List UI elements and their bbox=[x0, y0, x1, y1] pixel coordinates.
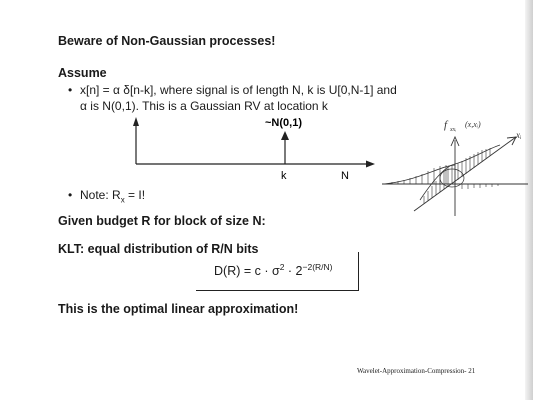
sketch-pdf-label: f bbox=[444, 119, 448, 131]
spike-diagram bbox=[133, 117, 375, 182]
slide-title: Beware of Non-Gaussian processes! bbox=[58, 34, 276, 48]
sketch-pdf-subscript: xxᵢ bbox=[450, 127, 457, 133]
spike-label: ~N(0,1) bbox=[265, 117, 302, 129]
sketch-pdf-args: (x,xᵢ) bbox=[465, 120, 481, 129]
formula-square: 2 bbox=[279, 262, 285, 272]
bullet-note bbox=[68, 188, 145, 204]
slide-footer: Wavelet-Approximation-Compression- 21 bbox=[357, 367, 476, 375]
formula-exponent: −2(R/N) bbox=[302, 262, 333, 272]
bullet1-line1: x[n] = α δ[n-k], where signal is of length N, k is U[0,N-1] and bbox=[80, 83, 397, 97]
note-suffix: = I! bbox=[124, 188, 146, 202]
k-label: k bbox=[281, 170, 287, 182]
sketch-diagonal-axis bbox=[414, 137, 516, 211]
bullet-dot: • bbox=[68, 83, 73, 97]
distortion-formula bbox=[214, 262, 333, 278]
conclusion-line: This is the optimal linear approximation! bbox=[58, 302, 299, 316]
klt-line: KLT: equal distribution of R/N bits bbox=[58, 242, 259, 256]
horizontal-envelope bbox=[384, 165, 455, 184]
y-axis-arrowhead bbox=[133, 117, 139, 126]
bullet1-line2: α is N(0,1). This is a Gaussian RV at location k bbox=[80, 99, 328, 113]
n-label: N bbox=[341, 170, 349, 182]
x-axis-arrowhead bbox=[366, 161, 375, 168]
budget-line: Given budget R for block of size N: bbox=[58, 214, 266, 228]
formula-lhs: D(R) = c · σ bbox=[214, 264, 280, 279]
bullet-dot: • bbox=[68, 188, 73, 202]
note-prefix: Note: R bbox=[80, 188, 121, 202]
spike-arrowhead bbox=[281, 131, 289, 140]
sketch-axis-label: xᵢ bbox=[516, 130, 522, 140]
assume-heading: Assume bbox=[58, 66, 107, 80]
sketch-labels bbox=[444, 119, 522, 140]
formula-mid: · 2 bbox=[284, 264, 303, 279]
pdf-sketch bbox=[382, 137, 528, 216]
note-subscript: x bbox=[120, 195, 125, 205]
